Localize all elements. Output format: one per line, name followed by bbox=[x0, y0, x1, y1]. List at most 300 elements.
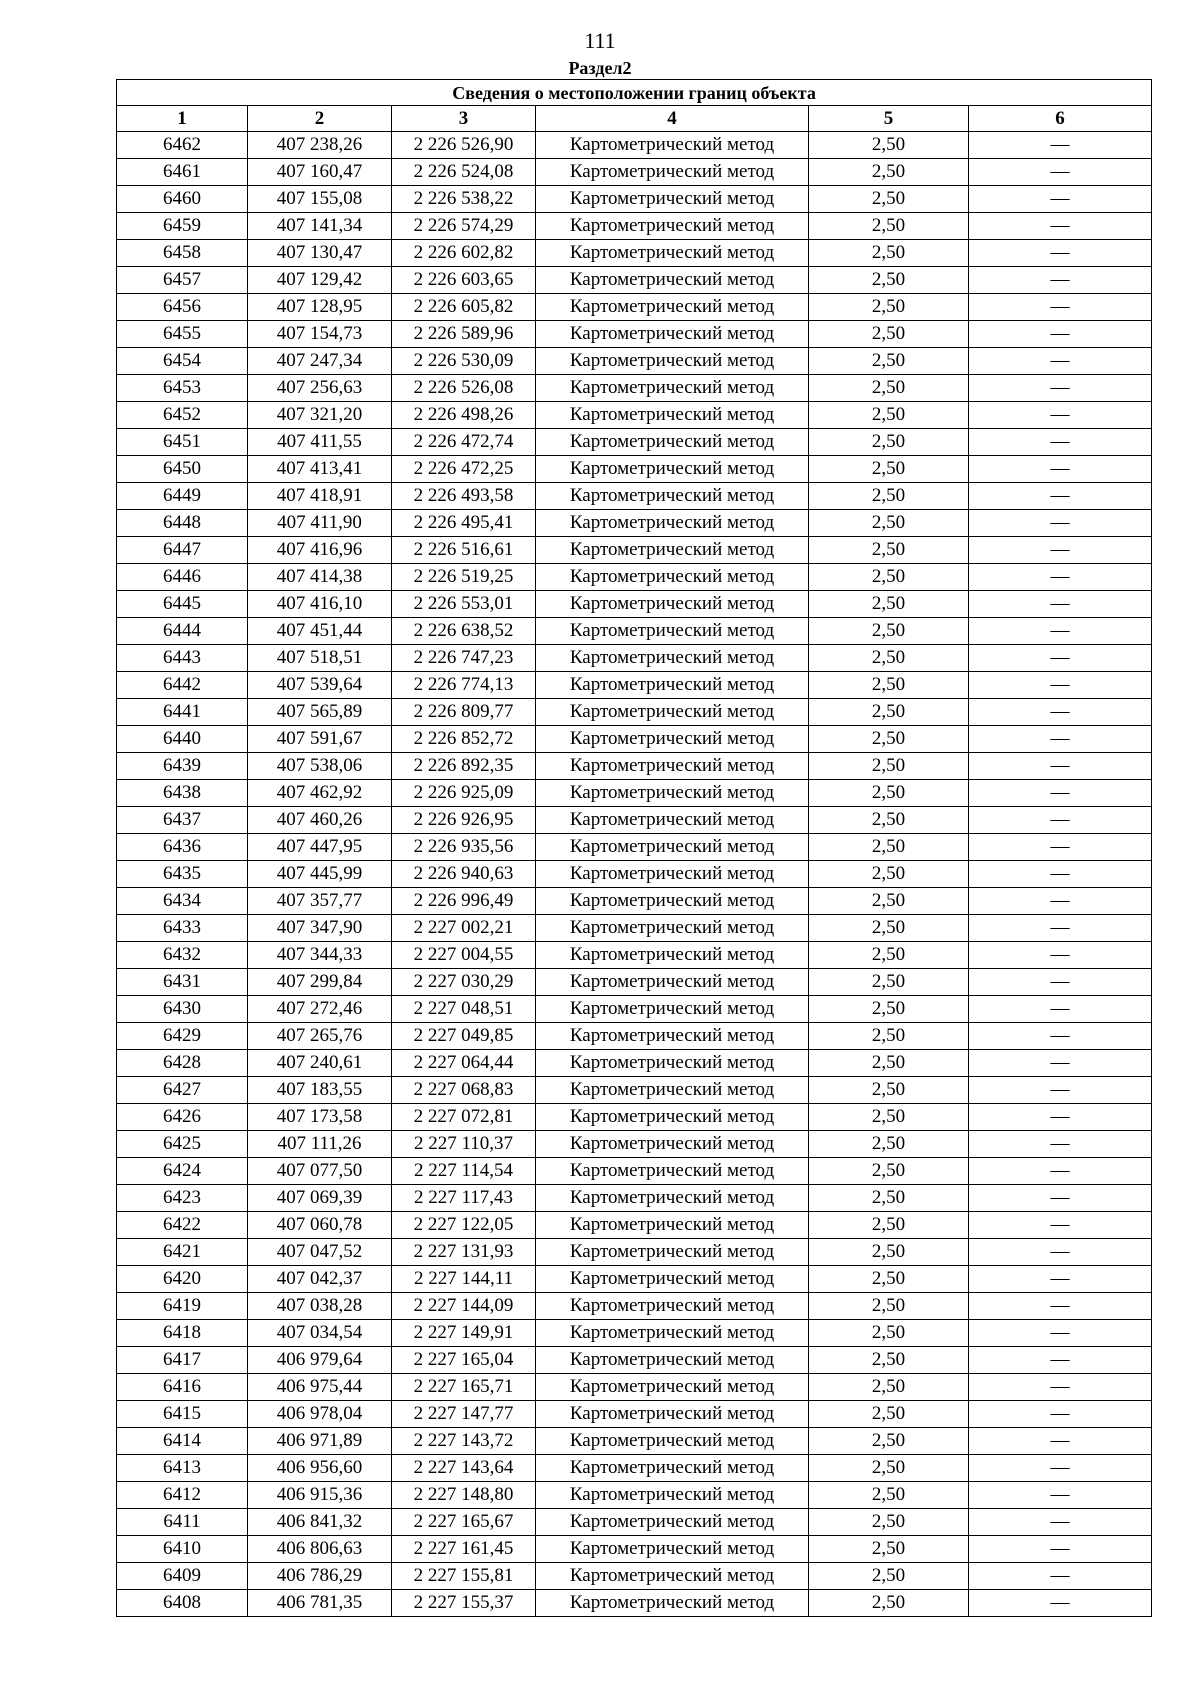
point-number-cell: 6443 bbox=[117, 645, 248, 672]
point-number-cell: 6456 bbox=[117, 294, 248, 321]
method-cell: Картометрический метод bbox=[536, 1482, 809, 1509]
x-coordinate-cell: 407 077,50 bbox=[248, 1158, 392, 1185]
point-number-cell: 6445 bbox=[117, 591, 248, 618]
table-row bbox=[117, 1590, 1152, 1617]
x-coordinate-cell: 407 411,55 bbox=[248, 429, 392, 456]
accuracy-cell: 2,50 bbox=[809, 672, 969, 699]
x-coordinate-cell: 407 447,95 bbox=[248, 834, 392, 861]
method-cell: Картометрический метод bbox=[536, 1536, 809, 1563]
table-row bbox=[117, 672, 1152, 699]
point-number-cell: 6432 bbox=[117, 942, 248, 969]
accuracy-cell: 2,50 bbox=[809, 1077, 969, 1104]
y-coordinate-cell: 2 226 926,95 bbox=[392, 807, 536, 834]
method-cell: Картометрический метод bbox=[536, 375, 809, 402]
x-coordinate-cell: 407 034,54 bbox=[248, 1320, 392, 1347]
accuracy-cell: 2,50 bbox=[809, 1563, 969, 1590]
table-row bbox=[117, 1293, 1152, 1320]
point-number-cell: 6454 bbox=[117, 348, 248, 375]
note-cell: — bbox=[969, 1320, 1152, 1347]
point-number-cell: 6435 bbox=[117, 861, 248, 888]
y-coordinate-cell: 2 226 526,08 bbox=[392, 375, 536, 402]
accuracy-cell: 2,50 bbox=[809, 1455, 969, 1482]
y-coordinate-cell: 2 227 131,93 bbox=[392, 1239, 536, 1266]
table-row bbox=[117, 213, 1152, 240]
accuracy-cell: 2,50 bbox=[809, 645, 969, 672]
point-number-cell: 6418 bbox=[117, 1320, 248, 1347]
table-row bbox=[117, 348, 1152, 375]
x-coordinate-cell: 407 060,78 bbox=[248, 1212, 392, 1239]
accuracy-cell: 2,50 bbox=[809, 1212, 969, 1239]
x-coordinate-cell: 407 130,47 bbox=[248, 240, 392, 267]
method-cell: Картометрический метод bbox=[536, 807, 809, 834]
note-cell: — bbox=[969, 1293, 1152, 1320]
method-cell: Картометрический метод bbox=[536, 888, 809, 915]
x-coordinate-cell: 407 128,95 bbox=[248, 294, 392, 321]
table-caption-row bbox=[117, 80, 1152, 106]
point-number-cell: 6433 bbox=[117, 915, 248, 942]
accuracy-cell: 2,50 bbox=[809, 942, 969, 969]
accuracy-cell: 2,50 bbox=[809, 240, 969, 267]
y-coordinate-cell: 2 226 524,08 bbox=[392, 159, 536, 186]
note-cell: — bbox=[969, 618, 1152, 645]
accuracy-cell: 2,50 bbox=[809, 375, 969, 402]
x-coordinate-cell: 407 539,64 bbox=[248, 672, 392, 699]
table-row bbox=[117, 1185, 1152, 1212]
y-coordinate-cell: 2 226 940,63 bbox=[392, 861, 536, 888]
y-coordinate-cell: 2 227 004,55 bbox=[392, 942, 536, 969]
y-coordinate-cell: 2 226 809,77 bbox=[392, 699, 536, 726]
x-coordinate-cell: 407 518,51 bbox=[248, 645, 392, 672]
y-coordinate-cell: 2 227 143,64 bbox=[392, 1455, 536, 1482]
table-row bbox=[117, 834, 1152, 861]
table-row bbox=[117, 1320, 1152, 1347]
table-row bbox=[117, 726, 1152, 753]
y-coordinate-cell: 2 226 530,09 bbox=[392, 348, 536, 375]
accuracy-cell: 2,50 bbox=[809, 1266, 969, 1293]
method-cell: Картометрический метод bbox=[536, 1563, 809, 1590]
note-cell: — bbox=[969, 1077, 1152, 1104]
table-row bbox=[117, 1131, 1152, 1158]
note-cell: — bbox=[969, 267, 1152, 294]
note-cell: — bbox=[969, 1590, 1152, 1617]
accuracy-cell: 2,50 bbox=[809, 1050, 969, 1077]
point-number-cell: 6420 bbox=[117, 1266, 248, 1293]
table-row bbox=[117, 1374, 1152, 1401]
point-number-cell: 6457 bbox=[117, 267, 248, 294]
x-coordinate-cell: 407 538,06 bbox=[248, 753, 392, 780]
note-cell: — bbox=[969, 1104, 1152, 1131]
table-row bbox=[117, 1077, 1152, 1104]
table-row bbox=[117, 591, 1152, 618]
x-coordinate-cell: 407 357,77 bbox=[248, 888, 392, 915]
table-row bbox=[117, 1239, 1152, 1266]
point-number-cell: 6429 bbox=[117, 1023, 248, 1050]
table-row bbox=[117, 861, 1152, 888]
note-cell: — bbox=[969, 1158, 1152, 1185]
method-cell: Картометрический метод bbox=[536, 483, 809, 510]
note-cell: — bbox=[969, 1212, 1152, 1239]
table-row bbox=[117, 240, 1152, 267]
method-cell: Картометрический метод bbox=[536, 1212, 809, 1239]
table-row bbox=[117, 510, 1152, 537]
y-coordinate-cell: 2 226 852,72 bbox=[392, 726, 536, 753]
y-coordinate-cell: 2 226 996,49 bbox=[392, 888, 536, 915]
table-row bbox=[117, 564, 1152, 591]
table-row bbox=[117, 186, 1152, 213]
y-coordinate-cell: 2 227 117,43 bbox=[392, 1185, 536, 1212]
method-cell: Картометрический метод bbox=[536, 969, 809, 996]
column-header: 2 bbox=[248, 106, 392, 132]
note-cell: — bbox=[969, 213, 1152, 240]
method-cell: Картометрический метод bbox=[536, 1347, 809, 1374]
method-cell: Картометрический метод bbox=[536, 1428, 809, 1455]
note-cell: — bbox=[969, 1509, 1152, 1536]
point-number-cell: 6416 bbox=[117, 1374, 248, 1401]
x-coordinate-cell: 407 069,39 bbox=[248, 1185, 392, 1212]
point-number-cell: 6440 bbox=[117, 726, 248, 753]
method-cell: Картометрический метод bbox=[536, 294, 809, 321]
note-cell: — bbox=[969, 861, 1152, 888]
note-cell: — bbox=[969, 456, 1152, 483]
note-cell: — bbox=[969, 186, 1152, 213]
table-row bbox=[117, 456, 1152, 483]
table-row bbox=[117, 969, 1152, 996]
x-coordinate-cell: 407 038,28 bbox=[248, 1293, 392, 1320]
table-row bbox=[117, 1158, 1152, 1185]
x-coordinate-cell: 406 978,04 bbox=[248, 1401, 392, 1428]
column-header: 6 bbox=[969, 106, 1152, 132]
y-coordinate-cell: 2 227 144,11 bbox=[392, 1266, 536, 1293]
accuracy-cell: 2,50 bbox=[809, 1158, 969, 1185]
note-cell: — bbox=[969, 726, 1152, 753]
point-number-cell: 6414 bbox=[117, 1428, 248, 1455]
accuracy-cell: 2,50 bbox=[809, 807, 969, 834]
y-coordinate-cell: 2 227 122,05 bbox=[392, 1212, 536, 1239]
accuracy-cell: 2,50 bbox=[809, 726, 969, 753]
point-number-cell: 6425 bbox=[117, 1131, 248, 1158]
note-cell: — bbox=[969, 969, 1152, 996]
method-cell: Картометрический метод bbox=[536, 348, 809, 375]
x-coordinate-cell: 407 416,10 bbox=[248, 591, 392, 618]
note-cell: — bbox=[969, 699, 1152, 726]
x-coordinate-cell: 407 183,55 bbox=[248, 1077, 392, 1104]
table-row bbox=[117, 1482, 1152, 1509]
y-coordinate-cell: 2 227 030,29 bbox=[392, 969, 536, 996]
method-cell: Картометрический метод bbox=[536, 510, 809, 537]
y-coordinate-cell: 2 226 526,90 bbox=[392, 132, 536, 159]
accuracy-cell: 2,50 bbox=[809, 186, 969, 213]
method-cell: Картометрический метод bbox=[536, 1050, 809, 1077]
table-row bbox=[117, 321, 1152, 348]
table-row bbox=[117, 375, 1152, 402]
y-coordinate-cell: 2 227 072,81 bbox=[392, 1104, 536, 1131]
accuracy-cell: 2,50 bbox=[809, 699, 969, 726]
x-coordinate-cell: 407 129,42 bbox=[248, 267, 392, 294]
x-coordinate-cell: 407 460,26 bbox=[248, 807, 392, 834]
x-coordinate-cell: 406 786,29 bbox=[248, 1563, 392, 1590]
note-cell: — bbox=[969, 132, 1152, 159]
method-cell: Картометрический метод bbox=[536, 1401, 809, 1428]
method-cell: Картометрический метод bbox=[536, 1266, 809, 1293]
accuracy-cell: 2,50 bbox=[809, 294, 969, 321]
point-number-cell: 6419 bbox=[117, 1293, 248, 1320]
y-coordinate-cell: 2 227 147,77 bbox=[392, 1401, 536, 1428]
note-cell: — bbox=[969, 1347, 1152, 1374]
note-cell: — bbox=[969, 1266, 1152, 1293]
y-coordinate-cell: 2 227 002,21 bbox=[392, 915, 536, 942]
y-coordinate-cell: 2 226 553,01 bbox=[392, 591, 536, 618]
note-cell: — bbox=[969, 1023, 1152, 1050]
note-cell: — bbox=[969, 1482, 1152, 1509]
x-coordinate-cell: 407 240,61 bbox=[248, 1050, 392, 1077]
point-number-cell: 6444 bbox=[117, 618, 248, 645]
point-number-cell: 6424 bbox=[117, 1158, 248, 1185]
table-row bbox=[117, 645, 1152, 672]
x-coordinate-cell: 407 154,73 bbox=[248, 321, 392, 348]
point-number-cell: 6451 bbox=[117, 429, 248, 456]
table-row bbox=[117, 1563, 1152, 1590]
method-cell: Картометрический метод bbox=[536, 1590, 809, 1617]
point-number-cell: 6430 bbox=[117, 996, 248, 1023]
method-cell: Картометрический метод bbox=[536, 753, 809, 780]
y-coordinate-cell: 2 226 574,29 bbox=[392, 213, 536, 240]
x-coordinate-cell: 407 256,63 bbox=[248, 375, 392, 402]
point-number-cell: 6458 bbox=[117, 240, 248, 267]
x-coordinate-cell: 407 414,38 bbox=[248, 564, 392, 591]
method-cell: Картометрический метод bbox=[536, 645, 809, 672]
note-cell: — bbox=[969, 402, 1152, 429]
table-row bbox=[117, 888, 1152, 915]
y-coordinate-cell: 2 227 165,71 bbox=[392, 1374, 536, 1401]
point-number-cell: 6423 bbox=[117, 1185, 248, 1212]
note-cell: — bbox=[969, 672, 1152, 699]
y-coordinate-cell: 2 227 165,67 bbox=[392, 1509, 536, 1536]
point-number-cell: 6417 bbox=[117, 1347, 248, 1374]
y-coordinate-cell: 2 226 538,22 bbox=[392, 186, 536, 213]
method-cell: Картометрический метод bbox=[536, 618, 809, 645]
point-number-cell: 6447 bbox=[117, 537, 248, 564]
y-coordinate-cell: 2 227 143,72 bbox=[392, 1428, 536, 1455]
x-coordinate-cell: 407 462,92 bbox=[248, 780, 392, 807]
method-cell: Картометрический метод bbox=[536, 1158, 809, 1185]
accuracy-cell: 2,50 bbox=[809, 1104, 969, 1131]
note-cell: — bbox=[969, 537, 1152, 564]
x-coordinate-cell: 407 416,96 bbox=[248, 537, 392, 564]
y-coordinate-cell: 2 226 605,82 bbox=[392, 294, 536, 321]
method-cell: Картометрический метод bbox=[536, 1455, 809, 1482]
note-cell: — bbox=[969, 1374, 1152, 1401]
y-coordinate-cell: 2 226 498,26 bbox=[392, 402, 536, 429]
note-cell: — bbox=[969, 591, 1152, 618]
method-cell: Картометрический метод bbox=[536, 537, 809, 564]
method-cell: Картометрический метод bbox=[536, 1104, 809, 1131]
point-number-cell: 6437 bbox=[117, 807, 248, 834]
y-coordinate-cell: 2 226 472,74 bbox=[392, 429, 536, 456]
method-cell: Картометрический метод bbox=[536, 1023, 809, 1050]
accuracy-cell: 2,50 bbox=[809, 996, 969, 1023]
note-cell: — bbox=[969, 321, 1152, 348]
method-cell: Картометрический метод bbox=[536, 1131, 809, 1158]
point-number-cell: 6436 bbox=[117, 834, 248, 861]
table-row bbox=[117, 132, 1152, 159]
y-coordinate-cell: 2 227 149,91 bbox=[392, 1320, 536, 1347]
method-cell: Картометрический метод bbox=[536, 942, 809, 969]
point-number-cell: 6450 bbox=[117, 456, 248, 483]
y-coordinate-cell: 2 227 068,83 bbox=[392, 1077, 536, 1104]
method-cell: Картометрический метод bbox=[536, 699, 809, 726]
x-coordinate-cell: 407 238,26 bbox=[248, 132, 392, 159]
y-coordinate-cell: 2 227 144,09 bbox=[392, 1293, 536, 1320]
method-cell: Картометрический метод bbox=[536, 1239, 809, 1266]
x-coordinate-cell: 407 591,67 bbox=[248, 726, 392, 753]
y-coordinate-cell: 2 227 155,81 bbox=[392, 1563, 536, 1590]
point-number-cell: 6431 bbox=[117, 969, 248, 996]
y-coordinate-cell: 2 227 161,45 bbox=[392, 1536, 536, 1563]
method-cell: Картометрический метод bbox=[536, 240, 809, 267]
accuracy-cell: 2,50 bbox=[809, 780, 969, 807]
method-cell: Картометрический метод bbox=[536, 591, 809, 618]
point-number-cell: 6413 bbox=[117, 1455, 248, 1482]
method-cell: Картометрический метод bbox=[536, 456, 809, 483]
accuracy-cell: 2,50 bbox=[809, 213, 969, 240]
accuracy-cell: 2,50 bbox=[809, 267, 969, 294]
table-row bbox=[117, 429, 1152, 456]
y-coordinate-cell: 2 226 519,25 bbox=[392, 564, 536, 591]
method-cell: Картометрический метод bbox=[536, 267, 809, 294]
x-coordinate-cell: 406 915,36 bbox=[248, 1482, 392, 1509]
x-coordinate-cell: 407 321,20 bbox=[248, 402, 392, 429]
table-row bbox=[117, 1536, 1152, 1563]
accuracy-cell: 2,50 bbox=[809, 915, 969, 942]
x-coordinate-cell: 407 160,47 bbox=[248, 159, 392, 186]
x-coordinate-cell: 407 111,26 bbox=[248, 1131, 392, 1158]
point-number-cell: 6408 bbox=[117, 1590, 248, 1617]
accuracy-cell: 2,50 bbox=[809, 321, 969, 348]
accuracy-cell: 2,50 bbox=[809, 753, 969, 780]
method-cell: Картометрический метод bbox=[536, 996, 809, 1023]
table-row bbox=[117, 1401, 1152, 1428]
note-cell: — bbox=[969, 1239, 1152, 1266]
point-number-cell: 6412 bbox=[117, 1482, 248, 1509]
note-cell: — bbox=[969, 1536, 1152, 1563]
point-number-cell: 6427 bbox=[117, 1077, 248, 1104]
note-cell: — bbox=[969, 888, 1152, 915]
y-coordinate-cell: 2 226 638,52 bbox=[392, 618, 536, 645]
x-coordinate-cell: 407 047,52 bbox=[248, 1239, 392, 1266]
table-row bbox=[117, 753, 1152, 780]
point-number-cell: 6434 bbox=[117, 888, 248, 915]
point-number-cell: 6421 bbox=[117, 1239, 248, 1266]
x-coordinate-cell: 406 781,35 bbox=[248, 1590, 392, 1617]
method-cell: Картометрический метод bbox=[536, 834, 809, 861]
point-number-cell: 6441 bbox=[117, 699, 248, 726]
x-coordinate-cell: 406 979,64 bbox=[248, 1347, 392, 1374]
note-cell: — bbox=[969, 942, 1152, 969]
y-coordinate-cell: 2 226 472,25 bbox=[392, 456, 536, 483]
y-coordinate-cell: 2 226 603,65 bbox=[392, 267, 536, 294]
accuracy-cell: 2,50 bbox=[809, 510, 969, 537]
x-coordinate-cell: 406 956,60 bbox=[248, 1455, 392, 1482]
x-coordinate-cell: 407 344,33 bbox=[248, 942, 392, 969]
point-number-cell: 6415 bbox=[117, 1401, 248, 1428]
table-row bbox=[117, 1347, 1152, 1374]
note-cell: — bbox=[969, 375, 1152, 402]
note-cell: — bbox=[969, 1131, 1152, 1158]
accuracy-cell: 2,50 bbox=[809, 402, 969, 429]
table-header-row bbox=[117, 106, 1152, 132]
boundary-coordinates-table bbox=[116, 79, 1152, 1617]
note-cell: — bbox=[969, 1455, 1152, 1482]
column-header: 5 bbox=[809, 106, 969, 132]
method-cell: Картометрический метод bbox=[536, 726, 809, 753]
x-coordinate-cell: 407 141,34 bbox=[248, 213, 392, 240]
point-number-cell: 6462 bbox=[117, 132, 248, 159]
y-coordinate-cell: 2 227 048,51 bbox=[392, 996, 536, 1023]
accuracy-cell: 2,50 bbox=[809, 591, 969, 618]
table-row bbox=[117, 1428, 1152, 1455]
method-cell: Картометрический метод bbox=[536, 321, 809, 348]
point-number-cell: 6409 bbox=[117, 1563, 248, 1590]
accuracy-cell: 2,50 bbox=[809, 1320, 969, 1347]
accuracy-cell: 2,50 bbox=[809, 1482, 969, 1509]
note-cell: — bbox=[969, 348, 1152, 375]
table-row bbox=[117, 537, 1152, 564]
x-coordinate-cell: 407 042,37 bbox=[248, 1266, 392, 1293]
y-coordinate-cell: 2 227 155,37 bbox=[392, 1590, 536, 1617]
point-number-cell: 6461 bbox=[117, 159, 248, 186]
accuracy-cell: 2,50 bbox=[809, 1293, 969, 1320]
column-header: 1 bbox=[117, 106, 248, 132]
accuracy-cell: 2,50 bbox=[809, 537, 969, 564]
note-cell: — bbox=[969, 753, 1152, 780]
note-cell: — bbox=[969, 807, 1152, 834]
page-number: 111 bbox=[584, 28, 616, 53]
y-coordinate-cell: 2 226 892,35 bbox=[392, 753, 536, 780]
note-cell: — bbox=[969, 1401, 1152, 1428]
accuracy-cell: 2,50 bbox=[809, 1374, 969, 1401]
point-number-cell: 6442 bbox=[117, 672, 248, 699]
accuracy-cell: 2,50 bbox=[809, 1131, 969, 1158]
point-number-cell: 6428 bbox=[117, 1050, 248, 1077]
table-row bbox=[117, 942, 1152, 969]
y-coordinate-cell: 2 226 493,58 bbox=[392, 483, 536, 510]
y-coordinate-cell: 2 226 495,41 bbox=[392, 510, 536, 537]
note-cell: — bbox=[969, 294, 1152, 321]
method-cell: Картометрический метод bbox=[536, 402, 809, 429]
method-cell: Картометрический метод bbox=[536, 1293, 809, 1320]
x-coordinate-cell: 407 565,89 bbox=[248, 699, 392, 726]
accuracy-cell: 2,50 bbox=[809, 1536, 969, 1563]
table-row bbox=[117, 1212, 1152, 1239]
point-number-cell: 6438 bbox=[117, 780, 248, 807]
x-coordinate-cell: 407 445,99 bbox=[248, 861, 392, 888]
note-cell: — bbox=[969, 510, 1152, 537]
method-cell: Картометрический метод bbox=[536, 1374, 809, 1401]
accuracy-cell: 2,50 bbox=[809, 1428, 969, 1455]
accuracy-cell: 2,50 bbox=[809, 483, 969, 510]
point-number-cell: 6410 bbox=[117, 1536, 248, 1563]
point-number-cell: 6446 bbox=[117, 564, 248, 591]
point-number-cell: 6459 bbox=[117, 213, 248, 240]
y-coordinate-cell: 2 227 148,80 bbox=[392, 1482, 536, 1509]
table-row bbox=[117, 1509, 1152, 1536]
accuracy-cell: 2,50 bbox=[809, 132, 969, 159]
accuracy-cell: 2,50 bbox=[809, 1023, 969, 1050]
y-coordinate-cell: 2 226 589,96 bbox=[392, 321, 536, 348]
accuracy-cell: 2,50 bbox=[809, 348, 969, 375]
accuracy-cell: 2,50 bbox=[809, 564, 969, 591]
point-number-cell: 6439 bbox=[117, 753, 248, 780]
